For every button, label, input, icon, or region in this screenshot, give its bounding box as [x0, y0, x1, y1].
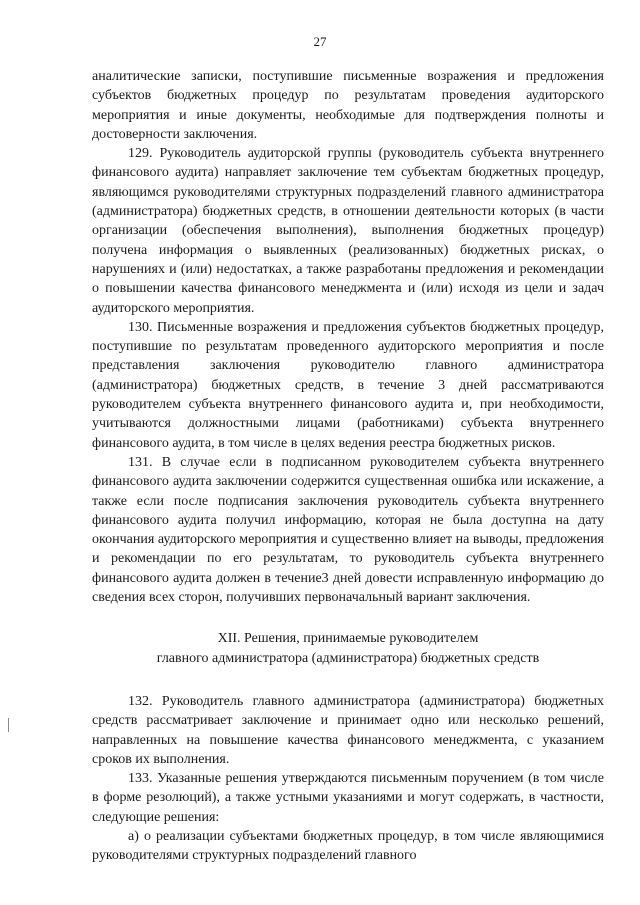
- section-heading-line2: главного администратора (администратора) бюджетных средств: [156, 650, 540, 666]
- paragraph-128-continuation: аналитические записки, поступившие письменные возражения и предложения субъектов бюджетных процедур по результатам проведения аудиторского мероприятия и иные документы, необходимые для подтверждения полноты и достоверности заключения.: [92, 69, 604, 142]
- paragraph-130: 130. Письменные возражения и предложения субъектов бюджетных процедур, поступившие по результатам проведенного аудиторского мероприятия и после представления заключения руководителю главного администратора (администратора) бюджетных средств, в течение 3 дней рассматриваются руководителем субъекта внутреннего финансового аудита и, при необходимости, учитываются должностными лицами (работниками) субъекта внутреннего финансового аудита, в том числе в целях ведения реестра бюджетных рисков.: [92, 319, 604, 451]
- paragraph-133: 133. Указанные решения утверждаются письменным поручением (в том числе в форме резолюций), а также устными указаниями и могут содержать, в частности, следующие решения:: [92, 771, 604, 825]
- section-heading-line1: XII. Решения, принимаемые руководителем: [217, 631, 479, 647]
- paragraph-131: 131. В случае если в подписанном руководителем субъекта внутреннего финансового аудита заключении содержится существенная ошибка или искажение, а также если после подписания заключения руководитель субъекта внутреннего финансового аудита получил информацию, которая не была доступна на дату окончания аудиторского мероприятия и существенно влияет на выводы, предложения и рекомендации по его результатам, то руководитель субъекта внутреннего финансового аудита должен в течение3 дней довести исправленную информацию до сведения всех сторон, получивших первоначальный вариант заключения.: [92, 454, 604, 606]
- document-body: [92, 67, 604, 866]
- paragraph-132: 132. Руководитель главного администратора (администратора) бюджетных средств рассматривает заключение и принимает одно или несколько решений, направленных на повышение качества финансового менеджмента, с указанием сроков их выполнения.: [92, 693, 604, 767]
- scan-margin-mark: [8, 718, 9, 732]
- paragraph-129: 129. Руководитель аудиторской группы (руководитель субъекта внутреннего финансового аудита) направляет заключение тем субъектам бюджетных процедур, являющимся руководителями структурных подразделений главного администратора (администратора) бюджетных средств, в отношении деятельности которых (в части организации (обеспечения выполнения), выполнения бюджетных процедур) получена информация о выявленных (реализованных) бюджетных рисках, о нарушениях и (или) недостатках, а также разработаны предложения и рекомендации о повышении качества финансового менеджмента и (или) исходя из цели и задач аудиторского мероприятия.: [92, 146, 604, 316]
- section-heading: [92, 629, 604, 668]
- paragraph-133a: а) о реализации субъектами бюджетных процедур, в том числе являющимися руководителями структурных подразделений главного: [92, 828, 604, 864]
- page-number: 27: [313, 34, 327, 49]
